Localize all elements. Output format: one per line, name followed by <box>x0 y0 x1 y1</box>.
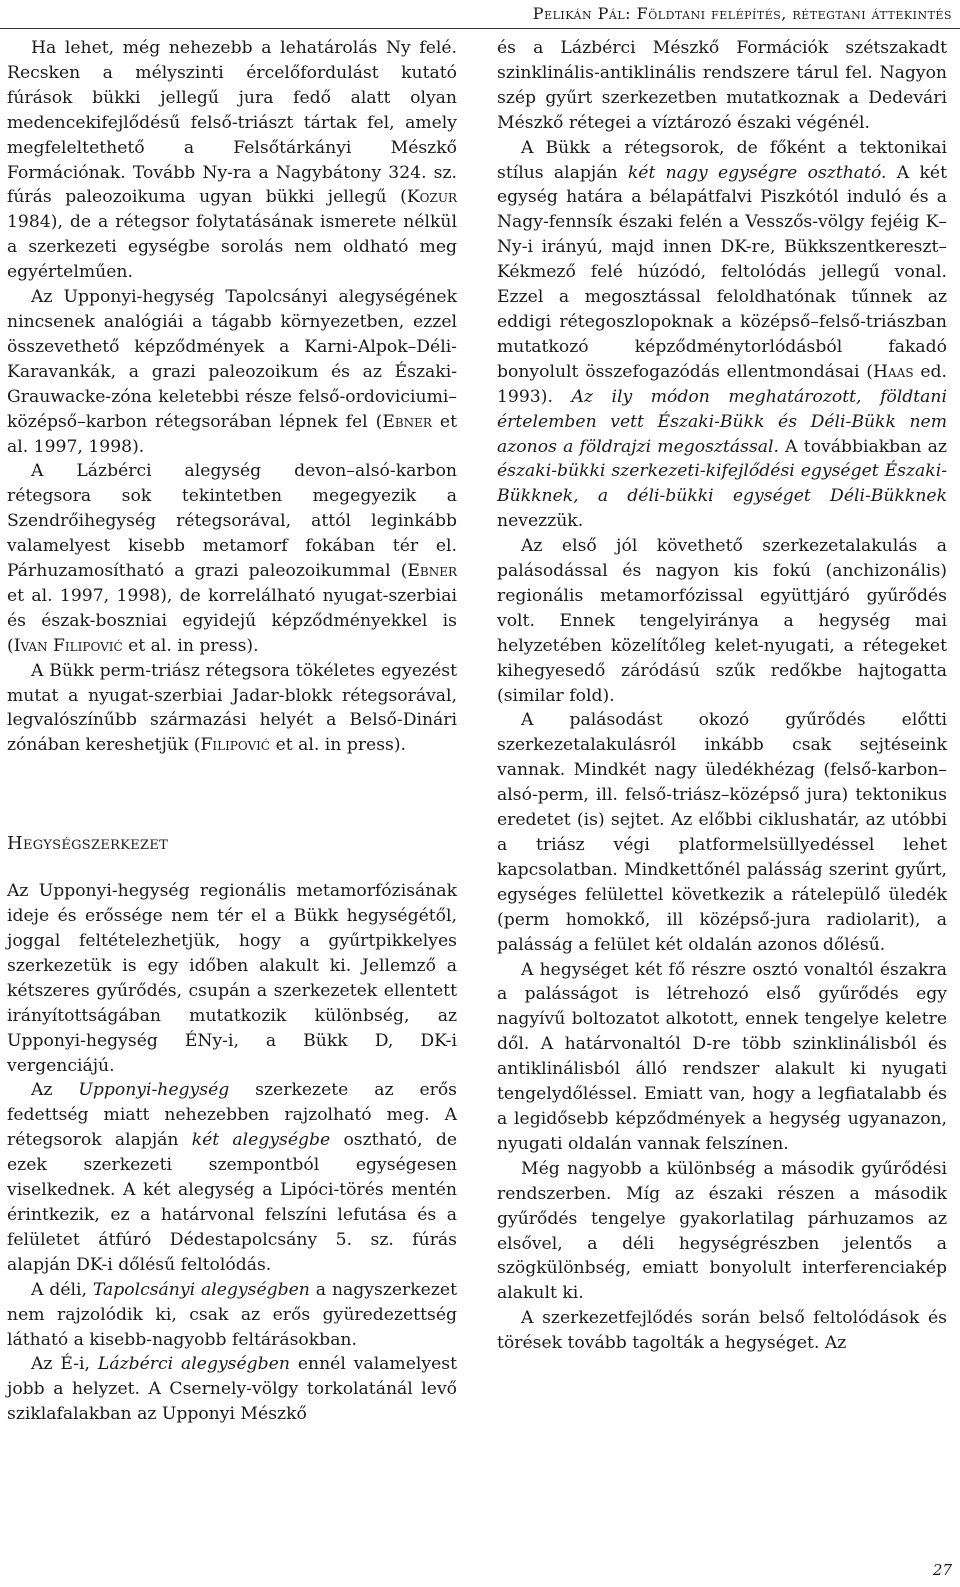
paragraph: A Bükk a rétegsorok, de főként a tektonikai stílus alapján két nagy egységre osztható. A két egység határa a bélapátfalvi Piszkótól induló és a Nagy-fennsík északi felén a Vesszős-völgy fejéig K–Ny-i irányú, majd innen DK-re, Bükkszentkereszt–Kékmező felé húzódó, feltolódás jellegű vonal. Ezzel a megosztással feloldhatónak tűnnek az eddigi rétegoszlopoknak a középső–felső-triászban mutatkozó képződménytorlódásból fakadó bonyolult összefogazódás ellentmondásai (Haas ed. 1993). Az ily módon meghatározott, földtani értelemben vett Északi-Bükk és Déli-Bükk nem azonos a földrajzi megosztással. A továbbiakban az északi-bükki szerkezeti-kifejlődési egységet Északi-Bükknek, a déli-bükki egységet Déli-Bükknek nevezzük. <box>497 137 947 532</box>
page-number: 27 <box>932 1561 952 1579</box>
citation-author: Kozur <box>406 187 457 208</box>
paragraph: A hegységet két fő részre osztó vonaltól északra a palásságot is létrehozó első gyűrődés egy nagyívű boltozatot alkotott, ennek tengelye keletre dől. A határvonaltól D-re több szinklinálisból és antiklinálisból álló rendszer alakult ki nyugati tengelydőléssel. Emiatt van, hogy a legfiatalabb és a legidősebb képződmények a hegység ugyanazon, nyugati oldalán vannak felszínen. <box>497 959 947 1154</box>
citation-author: Ebner <box>407 561 457 582</box>
section-heading: Hegységszerkezet <box>7 833 169 855</box>
citation-author: Filipović <box>200 735 271 756</box>
paragraph: Még nagyobb a különbség a második gyűrődési rendszerben. Míg az északi részen a második gyűrődés tengelye gyakorlatilag párhuzamos az elsővel, a déli hegységrészben jelentős a szögkülönbség, emiatt bonyolult interferenciakép alakult ki. <box>497 1158 947 1304</box>
running-header: Pelikán Pál: Földtani felépítés, rétegtani áttekintés <box>532 4 952 23</box>
paragraph: Az első jól követhető szerkezetalakulás a palásodással és nagyon kis fokú (anchizonális) regionális metamorfózissal együttjáró gyűrődés volt. Ennek tengelyiránya a hegység mai helyzetében közelítőleg kelet-nyugati, a rétegeket kihegyesedő záródású szűk redőkbe hajtogatta (similar fold). <box>497 536 947 706</box>
paragraph: A szerkezetfejlődés során belső feltolódások és törések tovább tagolták a hegységet. Az <box>497 1308 947 1354</box>
left-column <box>7 36 457 1427</box>
paragraph: Az Upponyi-hegység szerkezete az erős fedettség miatt nehezebben rajzolható meg. A rétegsorok alapján két alegységbe osztható, de ezek szerkezeti szempontból egységesen viselkednek. A két alegység a Lipóci-törés mentén érintkezik, ez a határvonal felszíni lefutása és a felületet átfúró Dédestapolcsány 5. sz. fúrás alapján DK-i dőlésű feltolódás. <box>7 1080 458 1275</box>
citation-author: Haas <box>873 361 914 382</box>
paragraph: A Bükk perm-triász rétegsora tökéletes egyezést mutat a nyugat-szerbiai Jadar-blokk rétegsorával, legvalószínűbb származási helyét a Belső-Dinári zónában kereshetjük (Filipović et al. in press). <box>7 660 457 756</box>
citation-author: Ivan Filipović <box>13 635 123 656</box>
right-column <box>497 36 947 1356</box>
paragraph: A Lázbérci alegység devon–alsó-karbon rétegsora sok tekintetben megegyezik a Szendrőihegység rétegsorával, attól leginkább valamelyest kisebb metamorf fokában tér el. Párhuzamosítható a grazi paleozoikummal (Ebner et al. 1997, 1998), de korrelálható nyugat-szerbiai és észak-boszniai egyidejű képződményekkel is (Ivan Filipović et al. in press). <box>7 461 457 656</box>
paragraph: A palásodást okozó gyűrődés előtti szerkezetalakulásról inkább csak sejtéseink vannak. Mindkét nagy üledékhézag (felső-karbon–alsó-perm, ill. felső-triász–középső jura) tektonikus eredetet (is) sejtet. Az előbbi ciklushatár, az utóbbi a triász végi platformelsüllyedéssel lehet kapcsolatban. Mindkettőnél palásság szerint gyűrt, egységes felülettel következik a rátelepülő üledék (perm homokkő, ill középső-jura radiolarit), a palásság a felület két oldalán azonos dőlésű. <box>497 710 947 955</box>
citation-author: Ebner <box>382 411 432 432</box>
paragraph: Az Upponyi-hegység regionális metamorfózisának ideje és erőssége nem tér el a Bükk hegységétől, joggal feltételezhetjük, hogy a gyűrtpikkelyes szerkezetük is egy időben alakult ki. Jellemző a kétszeres gyűrődés, csupán a szerkezetek ellentett irányítottságában mutatkozik különbség, az Upponyi-hegység ÉNy-i, a Bükk D, DK-i vergenciájú. <box>7 881 457 1076</box>
paragraph: Ha lehet, még nehezebb a lehatárolás Ny felé. Recsken a mélyszinti ércelőfordulást kutató fúrások bükki jellegű jura fedő alatt olyan medencekifejlődésű felső-triászt tártak fel, amely megfeleltethető a Felsőtárkányi Mészkő Formációnak. Tovább Ny-ra a Nagybátony 324. sz. fúrás paleozoikuma ugyan bükki jellegű (Kozur 1984), de a rétegsor folytatásának ismerete nélkül a szerkezeti egységbe sorolás nem oldható meg egyértelműen. <box>7 38 457 283</box>
paragraph: A déli, Tapolcsányi alegységben a nagyszerkezet nem rajzolódik ki, csak az erős gyüredezettség látható a kisebb-nagyobb feltárásokban. <box>7 1279 457 1350</box>
paragraph: és a Lázbérci Mészkő Formációk szétszakadt szinklinális-antiklinális rendszere tárul fel. Nagyon szép gyűrt szerkezetben mutatkoznak a Dedevári Mészkő rétegei a víztározó északi végénél. <box>497 38 947 133</box>
paragraph: Az É-i, Lázbérci alegységben ennél valamelyest jobb a helyzet. A Csernely-völgy torkolatánál levő sziklafalakban az Upponyi Mészkő <box>7 1354 458 1425</box>
paragraph: Az Upponyi-hegység Tapolcsányi alegységének nincsenek analógiái a tágabb környezetben, ezzel összevethető képződmények a Karni-Alpok–Déli-Karavankák, a grazi paleozoikum és az Északi-Grauwacke-zóna keletebbi része felső-ordoviciumi–középső–karbon rétegsorában lépnek fel (Ebner et al. 1997, 1998). <box>7 287 458 457</box>
header-rule <box>0 28 960 29</box>
